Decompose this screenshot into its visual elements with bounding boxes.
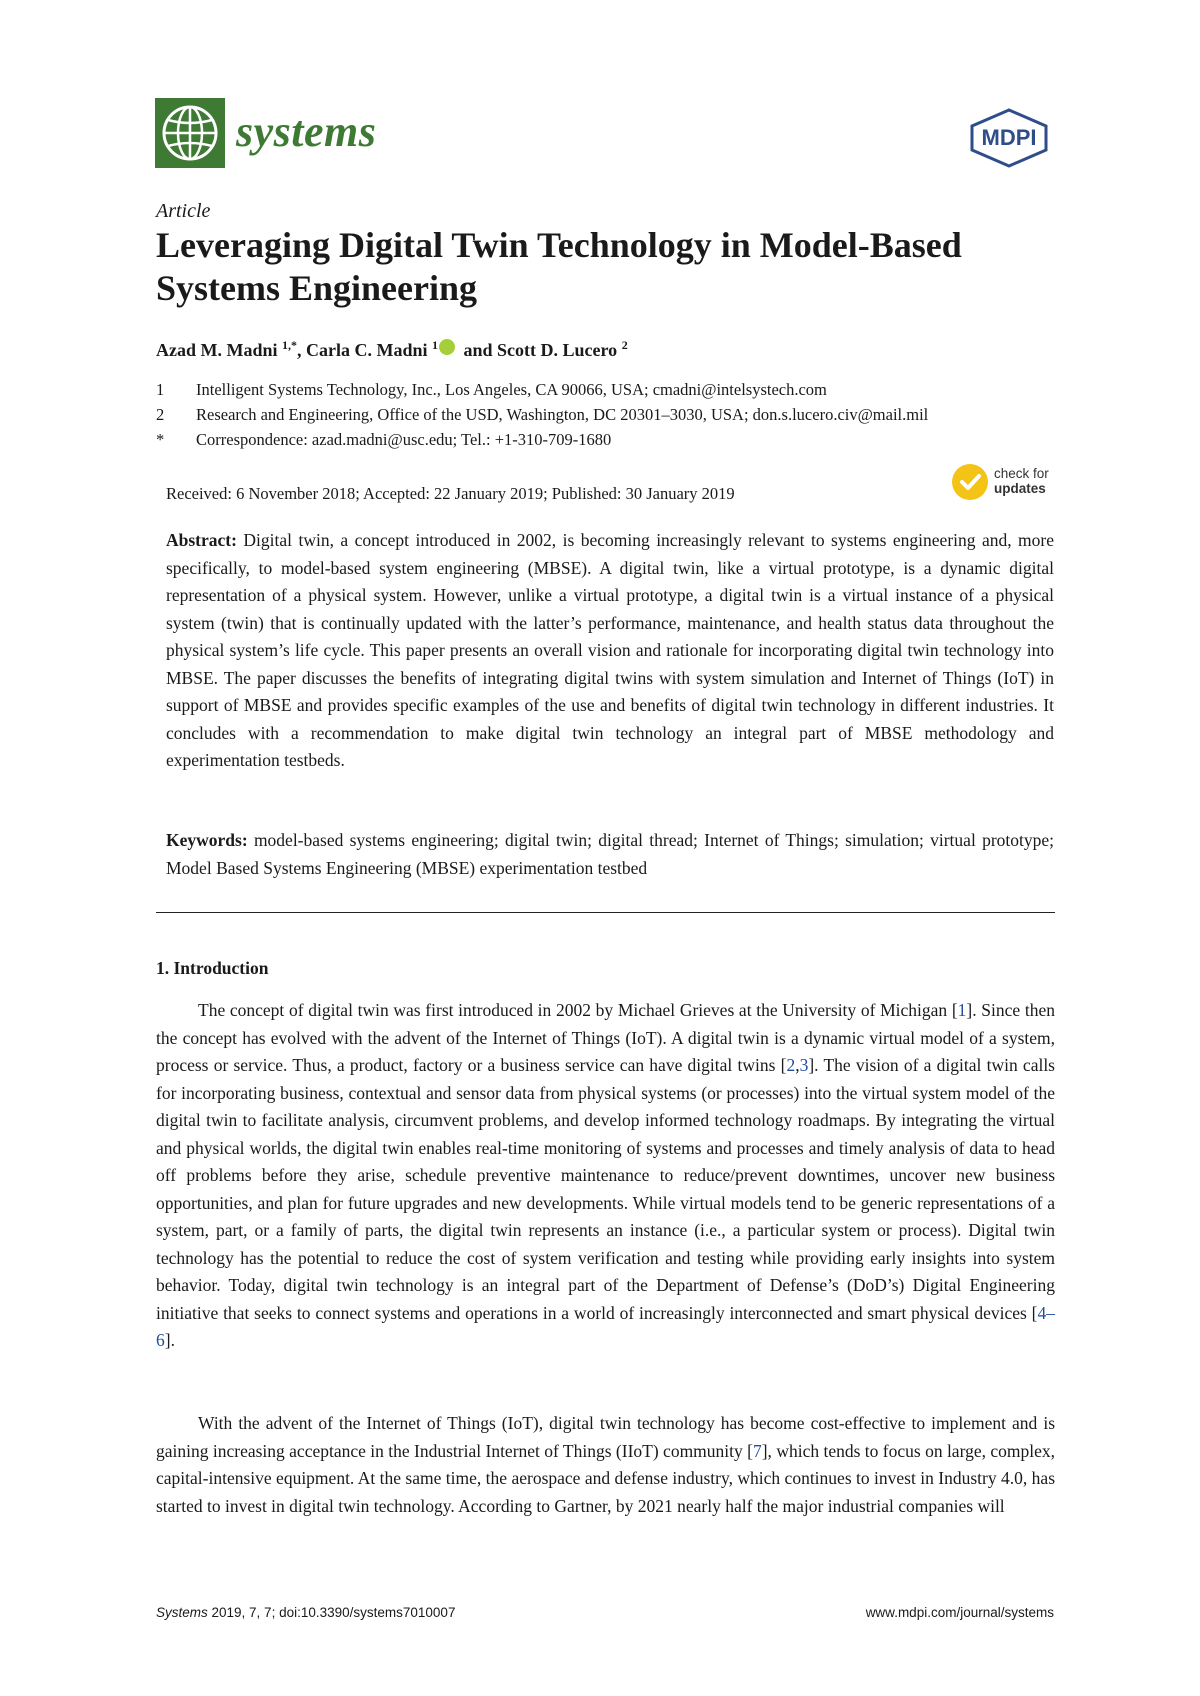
affiliation-text: Research and Engineering, Office of the USD, Washington, DC 20301–3030, USA; don.s.lucero.civ@mail.mil	[196, 405, 929, 424]
publisher-name: MDPI	[981, 125, 1037, 150]
affiliation	[156, 405, 928, 425]
citation-link[interactable]: 4–6	[156, 1302, 1055, 1350]
check-for-updates-badge[interactable]	[952, 462, 1062, 504]
body-paragraph	[156, 997, 1055, 1355]
keywords-text: model-based systems engineering; digital twin; digital thread; Internet of Things; simulation; virtual prototype; Model Based Systems Engineering (MBSE) experimentation testbed	[166, 830, 1055, 878]
body-text: ], which tends to focus on large, complex, capital-intensive equipment. At the same time, the aerospace and defense industry, which continues to invest in Industry 4.0, has started to invest in digital twin technology. According to Gartner, by 2021 nearly half the major industrial companies will	[156, 1440, 1055, 1516]
author-affiliation-mark: 1	[432, 338, 438, 352]
section-divider	[156, 912, 1055, 913]
body-text: With the advent of the Internet of Things (IoT), digital twin technology has become cost-effective to implement and is gaining increasing acceptance in the Industrial Internet of Things (IIoT) community [	[156, 1413, 1055, 1461]
keywords-label: Keywords:	[166, 830, 248, 850]
footer-citation	[156, 1605, 455, 1620]
check-for-updates-line1: check for	[994, 466, 1049, 481]
footer-journal: Systems	[156, 1605, 208, 1620]
check-for-updates-line2: updates	[994, 481, 1046, 496]
footer-url[interactable]: www.mdpi.com/journal/systems	[865, 1605, 1054, 1620]
checkmark-icon	[952, 464, 988, 500]
author-affiliation-mark: 2	[621, 338, 628, 352]
affiliation-mark: 1	[156, 380, 165, 399]
abstract-label: Abstract:	[166, 530, 237, 550]
body-text: ]. The vision of a digital twin calls for incorporating business, contextual and sensor data from physical systems (or processes) into the virtual system model of the digital twin to facilitate analysis, circumvent problems, and develop informed technology roadmaps. By integrating the virtual and physical worlds, the digital twin enables real-time monitoring of systems and processes and timely analysis of data to head off problems before they arise, schedule preventive maintenance to reduce/prevent downtimes, uncover new business opportunities, and plan for future upgrades and new developments. While virtual models tend to be generic representations of a system, part, or a family of parts, the digital twin represents an instance (i.e., a particular system or process). Digital twin technology has the potential to reduce the cost of system verification and testing while providing early insights into system behavior. Today, digital twin technology is an integral part of the Department of Defense’s (DoD’s) Digital Engineering initiative that seeks to connect systems and operations in a world of increasingly interconnected and smart physical devices [	[156, 1055, 1055, 1323]
body-text: The concept of digital twin was first introduced in 2002 by Michael Grieves at the University of Michigan [	[198, 1000, 958, 1020]
abstract-text: Digital twin, a concept introduced in 2002, is becoming increasingly relevant to systems engineering and, more specifically, to model-based system engineering (MBSE). A digital twin, like a virtual prototype, is a dynamic digital representation of a physical system. However, unlike a virtual prototype, a digital twin is a virtual instance of a physical system (twin) that is continually updated with the latter’s performance, maintenance, and health status data throughout the physical system’s life cycle. This paper presents an overall vision and rationale for incorporating digital twin technology into MBSE. The paper discusses the benefits of integrating digital twins with system simulation and Internet of Things (IoT) in support of MBSE and provides specific examples of the use and benefits of digital twin technology in different industries. It concludes with a recommendation to make digital twin technology an integral part of MBSE methodology and experimentation testbeds.	[166, 530, 1054, 770]
publication-dates: Received: 6 November 2018; Accepted: 22 January 2019; Published: 30 January 2019	[166, 484, 735, 503]
affiliation	[156, 380, 827, 400]
body-text: ].	[164, 1330, 175, 1350]
globe-icon	[155, 98, 225, 168]
affiliation-text: Correspondence: azad.madni@usc.edu; Tel.: +1-310-709-1680	[196, 430, 612, 449]
publisher-logo	[966, 108, 1052, 168]
affiliation-text: Intelligent Systems Technology, Inc., Los Angeles, CA 90066, USA; cmadni@intelsystech.com	[196, 380, 827, 399]
author-conjunction: and	[463, 340, 493, 360]
author-name: Azad M. Madni	[156, 340, 278, 360]
body-text: ,	[795, 1055, 800, 1075]
orcid-icon[interactable]	[439, 339, 455, 355]
body-text: ]. Since then the concept has evolved with the advent of the Internet of Things (IoT). A digital twin is a dynamic virtual model of a system, process or service. Thus, a product, factory or a business service can have digital twins [	[156, 1000, 1055, 1075]
section-heading: 1. Introduction	[156, 958, 269, 978]
author-name: Carla C. Madni	[306, 340, 428, 360]
author-name: Scott D. Lucero	[497, 340, 618, 360]
abstract	[166, 527, 1054, 775]
body-paragraph	[156, 1410, 1055, 1520]
author-list: Azad M. Madni $^{1,*}$, Carla C. Madni $^1$ and Scott D. Lucero $^2$	[156, 338, 628, 360]
correspondence	[156, 430, 611, 450]
paper-title: Leveraging Digital Twin Technology in Model-Based Systems Engineering	[156, 225, 962, 308]
article-type: Article	[156, 200, 211, 222]
journal-name: systems	[236, 107, 377, 156]
journal-logo	[155, 98, 225, 168]
keywords	[166, 827, 1054, 882]
affiliation-mark: *	[156, 430, 165, 449]
citation-link[interactable]: 1	[957, 1000, 967, 1020]
affiliation-mark: 2	[156, 405, 165, 424]
citation-link[interactable]: 3	[799, 1055, 809, 1075]
footer-citation-text: 2019, 7, 7; doi:10.3390/systems7010007	[207, 1605, 456, 1620]
author-affiliation-mark: 1,*	[282, 338, 297, 352]
citation-link[interactable]: 7	[752, 1440, 762, 1461]
citation-link[interactable]: 2	[786, 1055, 796, 1075]
